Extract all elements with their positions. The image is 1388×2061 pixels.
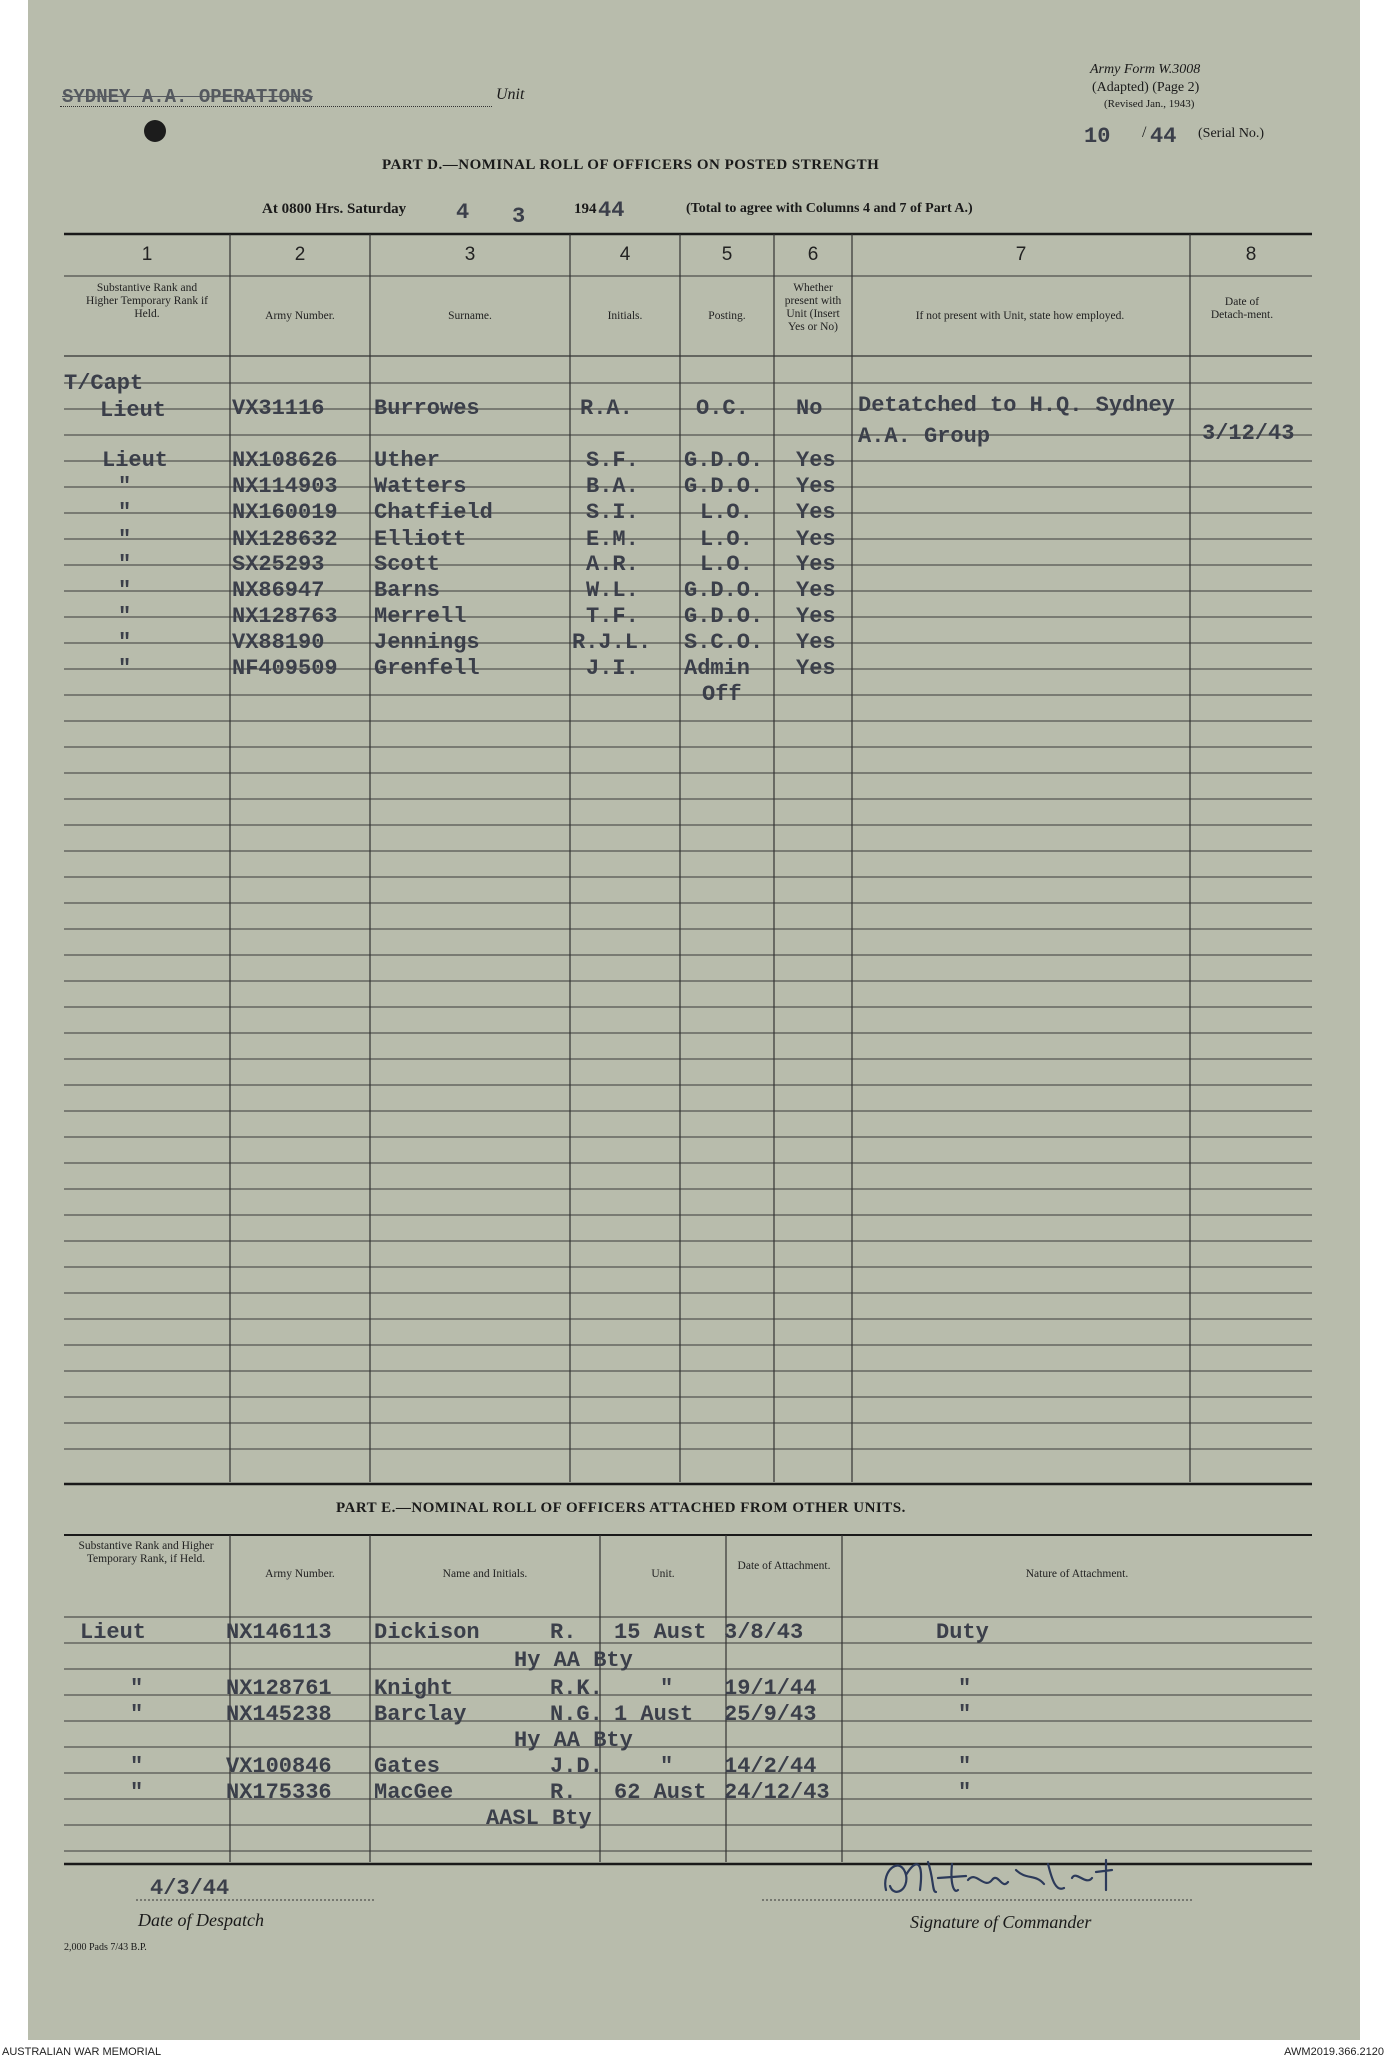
e-unit-cell: Hy AA Bty <box>514 1728 633 1753</box>
commander-signature <box>876 1850 1136 1910</box>
serial-year: 44 <box>1150 124 1177 149</box>
posting-cell: G.D.O. <box>684 604 764 629</box>
rank-cell: " <box>118 630 132 655</box>
archive-caption <box>0 2040 1388 2061</box>
e-initials-cell: R. <box>550 1780 577 1805</box>
initials-cell: S.F. <box>586 448 639 473</box>
e-date-cell: 3/8/43 <box>724 1620 804 1645</box>
despatch-label: Date of Despatch <box>138 1910 264 1930</box>
e-nature-cell: Duty <box>936 1620 989 1645</box>
present-cell: Yes <box>796 604 836 629</box>
initials-cell: S.I. <box>586 500 639 525</box>
present-cell: No <box>796 396 823 421</box>
col-header-army-number: Army Number. <box>265 310 335 322</box>
col-header-surname: Surname. <box>448 310 492 322</box>
posting-cell: O.C. <box>696 396 749 421</box>
surname-cell: Elliott <box>374 527 467 552</box>
e-name-cell: Dickison <box>374 1620 480 1645</box>
posting-cell: G.D.O. <box>684 448 764 473</box>
army-number-cell: SX25293 <box>232 552 325 577</box>
e-initials-cell: R. <box>550 1620 577 1645</box>
surname-cell: Watters <box>374 474 467 499</box>
posting-cell: S.C.O. <box>684 630 764 655</box>
e-date-cell: 19/1/44 <box>724 1676 817 1701</box>
day-value: 4 <box>456 200 470 225</box>
e-rank-cell: " <box>130 1754 144 1779</box>
col-header-rank: Substantive Rank and Higher Temporary Rank if Held. <box>86 282 208 320</box>
form-revised: (Revised Jan., 1943) <box>1104 98 1195 110</box>
e-col-header-nature: Nature of Attachment. <box>1025 1568 1129 1580</box>
posting-cell: L.O. <box>700 527 753 552</box>
initials-cell: A.R. <box>586 552 639 577</box>
e-col-header-name: Name and Initials. <box>442 1568 528 1580</box>
employed-cell: Detatched to H.Q. Sydney <box>858 393 1175 418</box>
e-unit-cell: AASL Bty <box>486 1806 592 1831</box>
e-rank-cell: Lieut <box>80 1620 147 1645</box>
posting-cell: L.O. <box>700 500 753 525</box>
surname-cell: Uther <box>374 448 441 473</box>
col-number-4: 4 <box>619 244 631 265</box>
surname-cell: Merrell <box>374 604 467 629</box>
e-name-cell: Barclay <box>374 1702 467 1727</box>
serial-label: (Serial No.) <box>1198 126 1265 141</box>
e-army-number-cell: NX175336 <box>226 1780 332 1805</box>
archive-name: AUSTRALIAN WAR MEMORIAL <box>2 2046 162 2058</box>
detach-date-cell: 3/12/43 <box>1202 421 1295 446</box>
e-date-cell: 14/2/44 <box>724 1754 817 1779</box>
rank-cell: " <box>118 527 132 552</box>
e-date-cell: 24/12/43 <box>724 1780 830 1805</box>
e-army-number-cell: NX145238 <box>226 1702 332 1727</box>
army-number-cell: NX108626 <box>232 448 338 473</box>
initials-cell: R.J.L. <box>572 630 652 655</box>
print-note: 2,000 Pads 7/43 B.P. <box>64 1942 147 1953</box>
col-number-5: 5 <box>721 244 733 265</box>
rank-cell: Lieut <box>100 398 167 423</box>
serial-value: 10 <box>1084 124 1111 149</box>
e-nature-cell: " <box>958 1780 972 1805</box>
present-cell: Yes <box>796 527 836 552</box>
army-number-cell: NX86947 <box>232 578 325 603</box>
rank-cell: T/Capt <box>64 371 144 396</box>
rank-cell: Lieut <box>102 448 169 473</box>
employed-cell: A.A. Group <box>858 424 991 449</box>
rank-cell: " <box>118 474 132 499</box>
col-header-employed: If not present with Unit, state how employed. <box>915 310 1125 322</box>
initials-cell: R.A. <box>580 396 633 421</box>
e-initials-cell: N.G. <box>550 1702 603 1727</box>
col-number-7: 7 <box>1015 244 1027 265</box>
despatch-date: 4/3/44 <box>150 1876 230 1901</box>
present-cell: Yes <box>796 578 836 603</box>
total-note: (Total to agree with Columns 4 and 7 of Part A.) <box>686 201 973 216</box>
e-nature-cell: " <box>958 1676 972 1701</box>
present-cell: Yes <box>796 656 836 681</box>
e-rank-cell: " <box>130 1702 144 1727</box>
col-header-posting: Posting. <box>708 310 746 322</box>
posting-cell: Off <box>702 682 742 707</box>
col-number-2: 2 <box>294 244 306 265</box>
e-rank-cell: " <box>130 1780 144 1805</box>
e-unit-cell: Hy AA Bty <box>514 1648 633 1673</box>
initials-cell: W.L. <box>586 578 639 603</box>
army-number-cell: VX31116 <box>232 396 325 421</box>
army-number-cell: NX128763 <box>232 604 338 629</box>
year-prefix: 194 <box>574 201 597 217</box>
e-rank-cell: " <box>130 1676 144 1701</box>
e-col-header-unit: Unit. <box>651 1568 675 1580</box>
rank-cell: " <box>118 656 132 681</box>
e-unit-cell: " <box>660 1754 674 1779</box>
e-col-header-army-number: Army Number. <box>265 1568 335 1580</box>
rank-cell: " <box>118 552 132 577</box>
col-header-present: Whether present with Unit (Insert Yes or No) <box>784 282 842 333</box>
col-header-initials: Initials. <box>607 310 643 322</box>
e-unit-cell: 15 Aust <box>614 1620 707 1645</box>
archive-id: AWM2019.366.2120 <box>1284 2046 1384 2058</box>
surname-cell: Chatfield <box>374 500 493 525</box>
posting-cell: G.D.O. <box>684 474 764 499</box>
surname-cell: Grenfell <box>374 656 480 681</box>
e-nature-cell: " <box>958 1754 972 1779</box>
initials-cell: T.F. <box>586 604 639 629</box>
surname-cell: Scott <box>374 552 441 577</box>
surname-cell: Jennings <box>374 630 480 655</box>
initials-cell: J.I. <box>586 656 639 681</box>
rank-cell: " <box>118 604 132 629</box>
time-prefix: At 0800 Hrs. Saturday <box>262 201 407 217</box>
col-number-3: 3 <box>464 244 476 265</box>
e-name-cell: MacGee <box>374 1780 454 1805</box>
e-army-number-cell: NX146113 <box>226 1620 332 1645</box>
army-number-cell: VX88190 <box>232 630 325 655</box>
year-suffix: 44 <box>598 198 625 223</box>
e-army-number-cell: VX100846 <box>226 1754 332 1779</box>
army-number-cell: NX114903 <box>232 474 338 499</box>
e-col-header-rank: Substantive Rank and Higher Temporary Rank, if Held. <box>78 1540 214 1565</box>
e-date-cell: 25/9/43 <box>724 1702 817 1727</box>
form-number: Army Form W.3008 <box>1090 62 1201 77</box>
rank-cell: " <box>118 578 132 603</box>
signature-label: Signature of Commander <box>910 1912 1092 1932</box>
e-name-cell: Knight <box>374 1676 454 1701</box>
serial-separator: / <box>1142 124 1147 141</box>
initials-cell: B.A. <box>586 474 639 499</box>
e-army-number-cell: NX128761 <box>226 1676 332 1701</box>
unit-label: Unit <box>496 86 525 103</box>
initials-cell: E.M. <box>586 527 639 552</box>
rank-cell: " <box>118 500 132 525</box>
e-unit-cell: " <box>660 1676 674 1701</box>
e-name-cell: Gates <box>374 1754 441 1779</box>
col-number-1: 1 <box>141 244 153 265</box>
e-nature-cell: " <box>958 1702 972 1727</box>
present-cell: Yes <box>796 500 836 525</box>
e-unit-cell: 62 Aust <box>614 1780 707 1805</box>
unit-name: SYDNEY A.A. OPERATIONS <box>62 86 313 108</box>
e-col-header-date: Date of Attachment. <box>737 1560 831 1572</box>
col-number-8: 8 <box>1245 244 1257 265</box>
present-cell: Yes <box>796 630 836 655</box>
col-number-6: 6 <box>807 244 819 265</box>
form-adapted: (Adapted) (Page 2) <box>1092 80 1200 95</box>
surname-cell: Barns <box>374 578 441 603</box>
army-number-cell: NX160019 <box>232 500 338 525</box>
month-value: 3 <box>512 204 526 229</box>
posting-cell: G.D.O. <box>684 578 764 603</box>
present-cell: Yes <box>796 552 836 577</box>
surname-cell: Burrowes <box>374 396 480 421</box>
col-header-detach-date: Date of Detach-ment. <box>1210 296 1274 321</box>
present-cell: Yes <box>796 448 836 473</box>
posting-cell: Admin <box>684 656 751 681</box>
army-number-cell: NX128632 <box>232 527 338 552</box>
e-initials-cell: R.K. <box>550 1676 603 1701</box>
part-e-title: PART E.—NOMINAL ROLL OF OFFICERS ATTACHED FROM OTHER UNITS. <box>336 1500 906 1516</box>
present-cell: Yes <box>796 474 836 499</box>
e-initials-cell: J.D. <box>550 1754 603 1779</box>
part-d-title: PART D.—NOMINAL ROLL OF OFFICERS ON POSTED STRENGTH <box>382 157 880 173</box>
posting-cell: L.O. <box>700 552 753 577</box>
army-number-cell: NF409509 <box>232 656 338 681</box>
e-unit-cell: 1 Aust <box>614 1702 694 1727</box>
